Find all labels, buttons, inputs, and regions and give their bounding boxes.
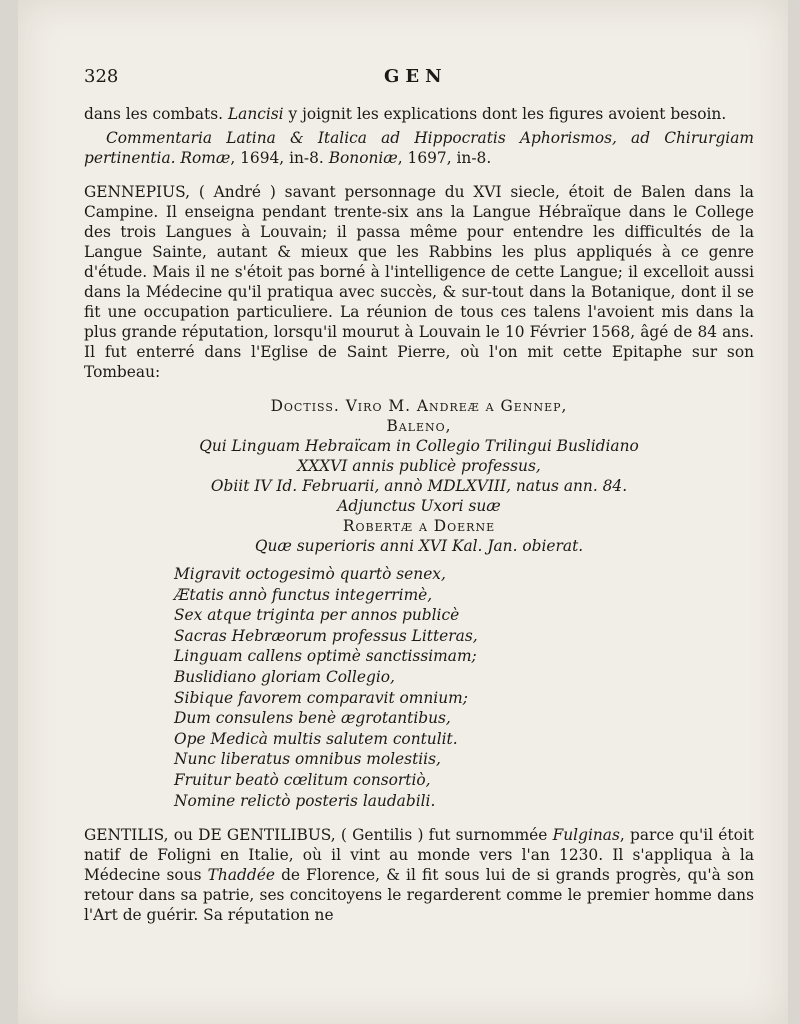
poem-line: Nunc liberatus omnibus molestiis, [174, 750, 441, 769]
text-run: dans les combats. [84, 105, 228, 123]
epitaph [84, 396, 754, 556]
epitaph-line: Robertæ a Doerne [342, 517, 496, 535]
entry-headword: GENTILIS, ou DE GENTILIBUS, [84, 826, 336, 845]
book-page [18, 0, 788, 1024]
text-run: de Florence, & il fit sous lui de si grands progrès, qu'à son retour dans sa patrie, ses concitoyens le regarderent comme le premier homme dans l'Art de guérir. Sa réputation ne [84, 866, 754, 925]
text-run: ( Gentilis ) fut surnommée [335, 826, 553, 845]
entry-gentilis [84, 825, 754, 925]
poem-line: Sibique favorem comparavit omnium; [174, 688, 468, 707]
poem-line: Fruitur beatò cœlitum consortiò, [174, 770, 431, 789]
citation-place: Bononiæ [328, 149, 398, 167]
author-name: Lancisi [227, 105, 284, 123]
epitaph-line: Adjunctus Uxori suæ [337, 497, 501, 515]
epithet: Fulginas [552, 826, 620, 845]
epitaph-line: Quæ superioris anni XVI Kal. Jan. obierat. [254, 537, 584, 555]
epitaph-line: Baleno, [386, 417, 452, 435]
page-number: 328 [84, 66, 119, 87]
poem-line: Linguam callens optimè sanctissimam; [174, 647, 477, 666]
epitaph-line: Obiit IV Id. Februarii, annò MDLXVIII, natus ann. 84. [210, 477, 628, 495]
text-run: , 1694, in-8. [230, 149, 329, 167]
citation [84, 128, 754, 168]
citation-title: Commentaria Latina & Italica ad Hippocratis Aphorismos, ad Chirurgiam pertinentia. Romæ [84, 129, 754, 167]
text-run: , parce qu'il étoit natif de Foligni en Italie, où il vint au monde vers l'an 1230. Il s'appliqua à la Médecine sous [84, 826, 754, 885]
running-head: GEN [384, 66, 448, 87]
poem-line: Migravit octogesimò quartò senex, [174, 565, 446, 583]
page-content [84, 104, 754, 925]
poem-line: Ætatis annò functus integerrimè, [174, 585, 433, 604]
epitaph-line: Qui Linguam Hebraïcam in Collegio Trilingui Buslidiano [199, 437, 639, 455]
poem-line: Buslidiano gloriam Collegio, [174, 667, 395, 686]
entry-headword: GENNEPIUS [84, 183, 186, 201]
poem-line: Sacras Hebræorum professus Litteras, [174, 626, 478, 645]
epitaph-poem [174, 564, 754, 811]
text-run: , 1697, in-8. [397, 149, 492, 167]
entry-gennepius [84, 182, 754, 382]
epitaph-line: Doctiss. Viro M. Andreæ a Gennep, [270, 397, 568, 415]
epitaph-line: XXXVI annis publicè professus, [297, 457, 541, 475]
page-header [84, 62, 748, 92]
entry-text: , ( André ) savant personnage du XVI siecle, étoit de Balen dans la Campine. Il enseigna pendant trente-six ans la Langue Hébraïque dans le College des trois Langues à Louvain; il passa même pour entendre les difficultés de la Langue Sainte, autant & mieux que les Rabbins les plus appliqués à ce genre d'étude. Mais il ne s'étoit pas borné à l'intelligence de cette Langue; il excelloit aussi dans la Médecine qu'il pratiqua avec succès, & sur-tout dans la Botanique, dont il se fit une occupation particuliere. La réunion de tous ces talens l'avoient mis dans la plus grande réputation, lorsqu'il mourut à Louvain le 10 Février 1568, âgé de 84 ans. Il fut enterré dans l'Eglise de Saint Pierre, où l'on mit cette Epitaphe sur son Tombeau: [84, 183, 754, 381]
paragraph-continuation [84, 104, 754, 124]
text-run: y joignit les explications dont les figures avoient besoin. [283, 105, 727, 123]
poem-line: Nomine relictò posteris laudabili. [174, 791, 436, 810]
poem-line: Ope Medicà multis salutem contulit. [174, 729, 458, 748]
poem-line: Dum consulens benè ægrotantibus, [174, 709, 451, 728]
poem-line: Sex atque triginta per annos publicè [174, 606, 460, 625]
person-name: Thaddée [207, 866, 275, 885]
